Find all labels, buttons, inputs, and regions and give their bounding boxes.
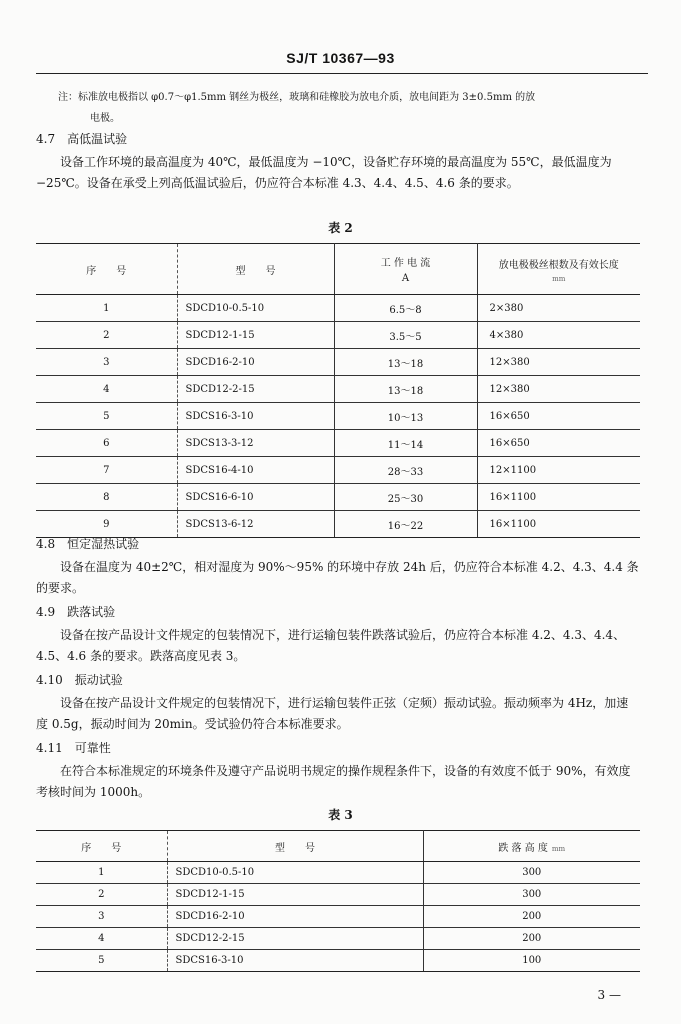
model-cell: SDCS16-3-10 xyxy=(167,950,423,972)
table3-header-model: 型 号 xyxy=(167,831,423,862)
header-rule xyxy=(36,73,648,74)
section-4-11-heading: 4.11 可靠性 xyxy=(36,741,111,755)
poles-cell: 16×650 xyxy=(477,403,640,430)
height-cell: 100 xyxy=(423,950,640,972)
section-4-7-heading: 4.7 高低温试验 xyxy=(36,132,128,146)
table-row xyxy=(36,862,640,884)
current-cell: 16～22 xyxy=(334,511,477,538)
current-cell: 6.5～8 xyxy=(334,295,477,322)
table2-caption: 表 2 xyxy=(328,221,353,235)
table3-header-height-unit: mm xyxy=(551,844,566,853)
seq-cell: 4 xyxy=(36,376,177,403)
table-2 xyxy=(36,243,640,538)
table1-note xyxy=(58,87,638,129)
table-row xyxy=(36,511,640,538)
seq-cell: 2 xyxy=(36,884,167,906)
table2-header-current-unit: A xyxy=(401,273,410,284)
current-cell: 28～33 xyxy=(334,457,477,484)
table-row xyxy=(36,457,640,484)
table-row xyxy=(36,376,640,403)
table2-header-poles-unit: mm xyxy=(552,274,566,283)
seq-cell: 8 xyxy=(36,484,177,511)
table3-caption: 表 3 xyxy=(328,808,353,822)
table2-header-poles xyxy=(477,244,640,295)
seq-cell: 2 xyxy=(36,322,177,349)
table-row xyxy=(36,906,640,928)
model-cell: SDCD16-2-10 xyxy=(167,906,423,928)
section-4-11-text: 在符合本标准规定的环境条件及遵守产品说明书规定的操作规程条件下，设备的有效度不低于 90%，有效度考核时间为 1000h。 xyxy=(36,764,631,799)
seq-cell: 1 xyxy=(36,862,167,884)
seq-cell: 7 xyxy=(36,457,177,484)
section-4-10-text: 设备在按产品设计文件规定的包装情况下，进行运输包装件正弦（定频）振动试验。振动频率为 4Hz，加速度 0.5g，振动时间为 20min。受试验仍符合本标准要求。 xyxy=(36,696,629,731)
table2-header-model: 型 号 xyxy=(177,244,334,295)
model-cell: SDCS13-6-12 xyxy=(177,511,334,538)
seq-cell: 3 xyxy=(36,906,167,928)
model-cell: SDCD10-0.5-10 xyxy=(177,295,334,322)
current-cell: 10～13 xyxy=(334,403,477,430)
model-cell: SDCD12-2-15 xyxy=(177,376,334,403)
poles-cell: 16×1100 xyxy=(477,511,640,538)
seq-cell: 4 xyxy=(36,928,167,950)
poles-cell: 2×380 xyxy=(477,295,640,322)
section-4-10-heading: 4.10 振动试验 xyxy=(36,673,123,687)
poles-cell: 12×380 xyxy=(477,349,640,376)
current-cell: 3.5～5 xyxy=(334,322,477,349)
height-cell: 300 xyxy=(423,884,640,906)
page-number: 3 — xyxy=(597,988,621,1002)
table3-header-height-title: 跌 落 高 度 xyxy=(498,842,548,854)
height-cell: 300 xyxy=(423,862,640,884)
poles-cell: 4×380 xyxy=(477,322,640,349)
model-cell: SDCD12-2-15 xyxy=(167,928,423,950)
current-cell: 11～14 xyxy=(334,430,477,457)
table2-header-current xyxy=(334,244,477,295)
seq-cell: 3 xyxy=(36,349,177,376)
table-row xyxy=(36,322,640,349)
table2-header-poles-title: 放电极极丝根数及有效长度 xyxy=(498,259,619,271)
model-cell: SDCD16-2-10 xyxy=(177,349,334,376)
table-row xyxy=(36,403,640,430)
model-cell: SDCS13-3-12 xyxy=(177,430,334,457)
model-cell: SDCD12-1-15 xyxy=(177,322,334,349)
seq-cell: 9 xyxy=(36,511,177,538)
table-row xyxy=(36,884,640,906)
table-row xyxy=(36,430,640,457)
poles-cell: 12×380 xyxy=(477,376,640,403)
table-row xyxy=(36,928,640,950)
note-line-1: 注：标准放电极指以 φ0.7～φ1.5mm 钢丝为极丝，玻璃和硅橡胶为放电介质，放电间距为 3±0.5mm 的放 xyxy=(58,92,536,103)
seq-cell: 1 xyxy=(36,295,177,322)
table2-header-row xyxy=(36,244,640,295)
seq-cell: 5 xyxy=(36,950,167,972)
table2-header-seq: 序 号 xyxy=(36,244,177,295)
model-cell: SDCS16-4-10 xyxy=(177,457,334,484)
table3-header-seq: 序 号 xyxy=(36,831,167,862)
table-row xyxy=(36,484,640,511)
model-cell: SDCS16-6-10 xyxy=(177,484,334,511)
section-4-7-text: 设备工作环境的最高温度为 40℃，最低温度为 −10℃，设备贮存环境的最高温度为 55℃，最低温度为 −25℃。设备在承受上列高低温试验后，仍应符合本标准 4.3、4.4、4.5、4.6 条的要求。 xyxy=(36,155,612,190)
poles-cell: 12×1100 xyxy=(477,457,640,484)
table3-header-height xyxy=(423,831,640,862)
table-row xyxy=(36,349,640,376)
poles-cell: 16×650 xyxy=(477,430,640,457)
table-row xyxy=(36,950,640,972)
table-3 xyxy=(36,830,640,972)
poles-cell: 16×1100 xyxy=(477,484,640,511)
seq-cell: 6 xyxy=(36,430,177,457)
model-cell: SDCD12-1-15 xyxy=(167,884,423,906)
model-cell: SDCS16-3-10 xyxy=(177,403,334,430)
standard-code-header: SJ/T 10367—93 xyxy=(286,50,395,66)
model-cell: SDCD10-0.5-10 xyxy=(167,862,423,884)
section-4-9-text: 设备在按产品设计文件规定的包装情况下，进行运输包装件跌落试验后，仍应符合本标准 4.2、4.3、4.4、4.5、4.6 条的要求。跌落高度见表 3。 xyxy=(36,628,626,663)
height-cell: 200 xyxy=(423,906,640,928)
current-cell: 25～30 xyxy=(334,484,477,511)
current-cell: 13～18 xyxy=(334,376,477,403)
section-4-8-heading: 4.8 恒定湿热试验 xyxy=(36,537,140,551)
current-cell: 13～18 xyxy=(334,349,477,376)
table3-header-row xyxy=(36,831,640,862)
seq-cell: 5 xyxy=(36,403,177,430)
table-row xyxy=(36,295,640,322)
note-line-2: 电极。 xyxy=(90,113,120,124)
section-4-8-text: 设备在温度为 40±2℃，相对湿度为 90%～95% 的环境中存放 24h 后，仍应符合本标准 4.2、4.3、4.4 条的要求。 xyxy=(36,560,639,595)
height-cell: 200 xyxy=(423,928,640,950)
section-4-9-heading: 4.9 跌落试验 xyxy=(36,605,116,619)
table2-header-current-title: 工 作 电 流 xyxy=(380,258,431,269)
